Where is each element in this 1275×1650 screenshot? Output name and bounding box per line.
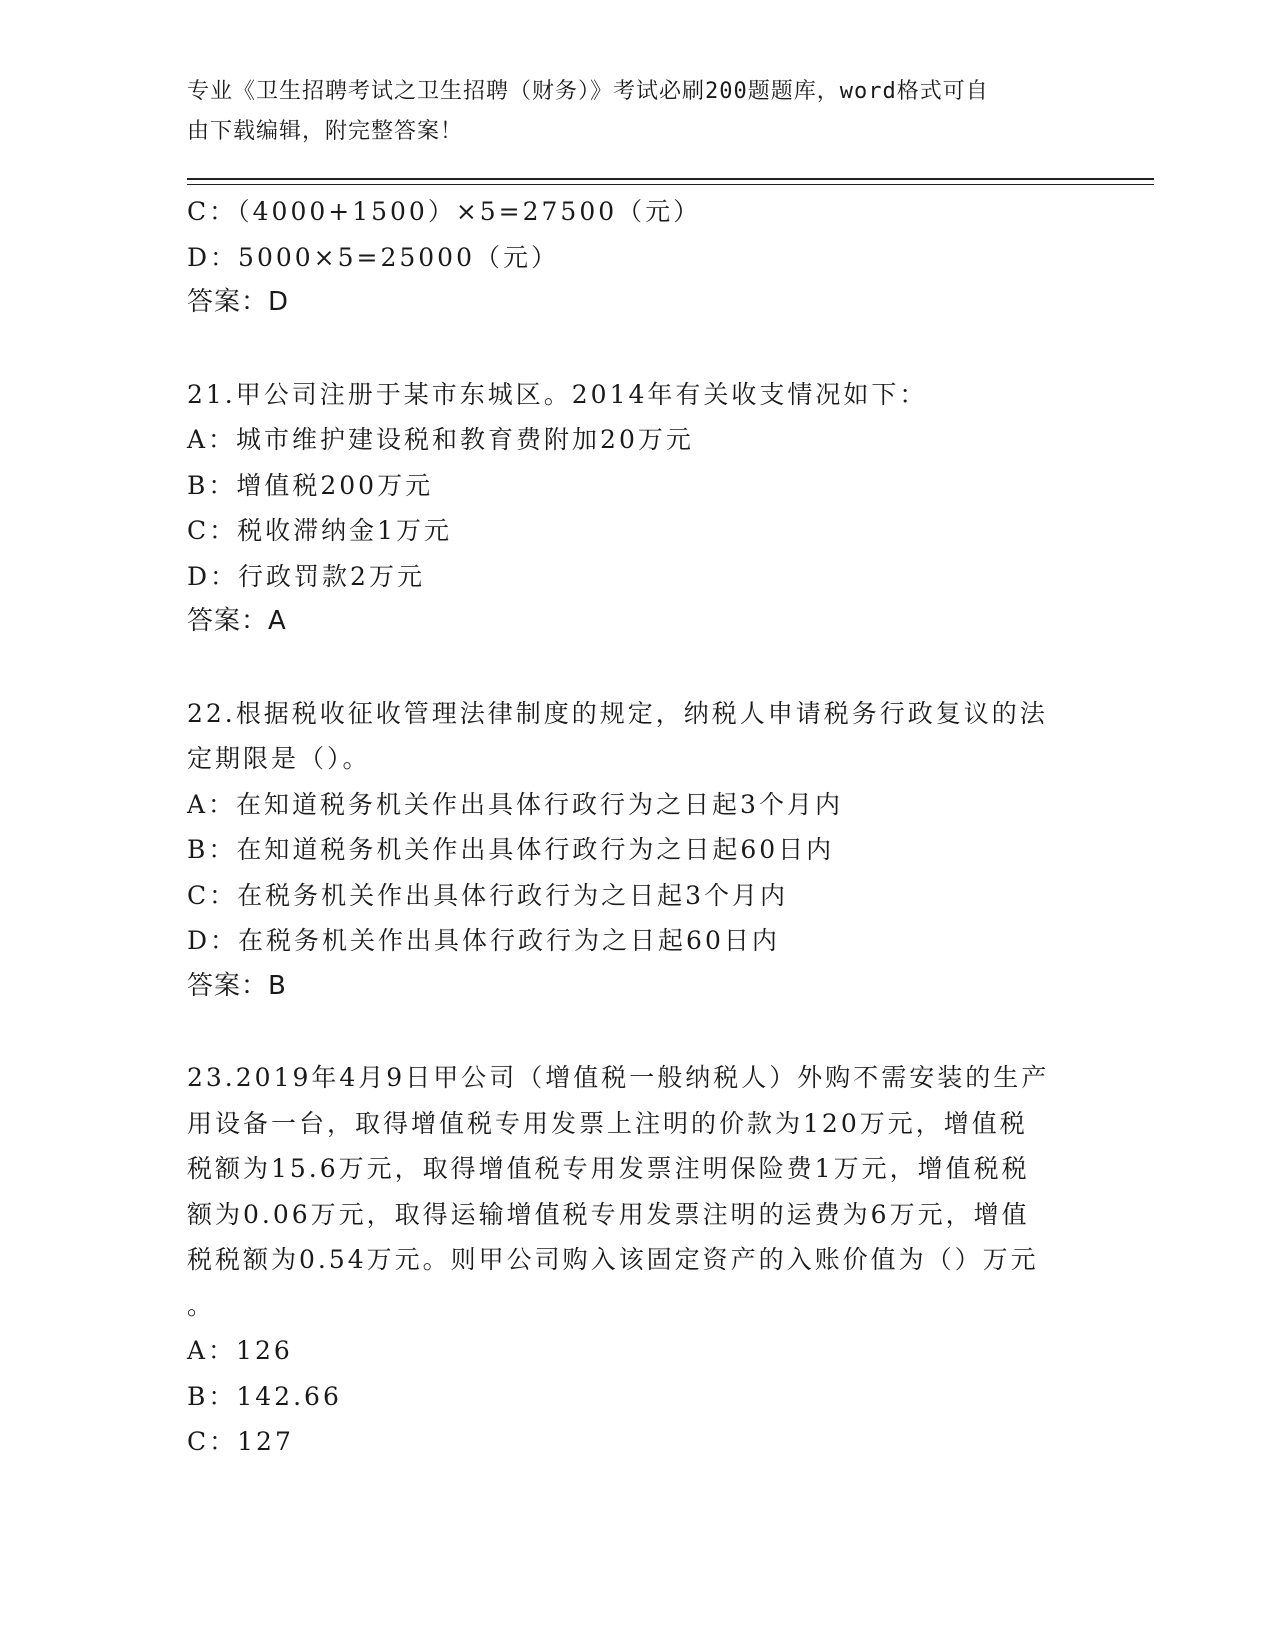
question-21 — [187, 372, 1087, 645]
prev-question — [187, 189, 1087, 326]
option-b: B：142.66 — [187, 1381, 342, 1411]
option-d: D：5000×5=25000（元） — [187, 242, 559, 272]
question-22 — [187, 691, 1087, 1010]
option-d: D：在税务机关作出具体行政行为之日起60日内 — [187, 926, 780, 955]
question-stem: 定期限是（）。 — [187, 744, 371, 773]
option-b: B：增值税200万元 — [187, 470, 434, 500]
option-c: C：127 — [187, 1427, 294, 1456]
answer-line: 答案：D — [187, 287, 290, 317]
question-stem: 额为0.06万元，取得运输增值税专用发票注明的运费为6万元，增值 — [187, 1199, 1030, 1229]
question-stem: 22.根据税收征收管理法律制度的规定，纳税人申请税务行政复议的法 — [187, 698, 1048, 728]
document-body — [187, 189, 1087, 1465]
question-23 — [187, 1055, 1087, 1465]
question-stem: 。 — [187, 1290, 216, 1320]
header-divider-thin — [187, 184, 1154, 185]
answer-line: 答案：A — [187, 606, 287, 636]
question-stem: 税额为15.6万元，取得增值税专用发票注明保险费1万元，增值税税 — [187, 1154, 1030, 1183]
option-d: D：行政罚款2万元 — [187, 561, 425, 591]
question-stem: 用设备一台，取得增值税专用发票上注明的价款为120万元，增值税 — [187, 1108, 1028, 1138]
option-c: C：税收滞纳金1万元 — [187, 516, 453, 545]
header-line-2: 由下载编辑，附完整答案！ — [187, 119, 464, 144]
question-stem: 21.甲公司注册于某市东城区。2014年有关收支情况如下： — [187, 379, 928, 409]
option-c: C：在税务机关作出具体行政行为之日起3个月内 — [187, 880, 789, 910]
header-divider-thick — [187, 178, 1154, 180]
option-a: A：在知道税务机关作出具体行政行为之日起3个月内 — [187, 789, 843, 819]
option-a: A：城市维护建设税和教育费附加20万元 — [187, 425, 694, 454]
header-line-1: 专业《卫生招聘考试之卫生招聘（财务）》考试必刷200题题库，word格式可自 — [187, 79, 989, 104]
option-b: B：在知道税务机关作出具体行政行为之日起60日内 — [187, 835, 835, 864]
option-a: A：126 — [187, 1336, 293, 1365]
answer-line: 答案：B — [187, 970, 287, 1001]
option-c: C：（4000+1500）×5=27500（元） — [187, 197, 702, 226]
question-stem: 23.2019年4月9日甲公司（增值税一般纳税人）外购不需安装的生产 — [187, 1063, 1050, 1092]
page-header — [187, 72, 1067, 152]
question-stem: 税税额为0.54万元。则甲公司购入该固定资产的入账价值为（）万元 — [187, 1245, 1039, 1274]
